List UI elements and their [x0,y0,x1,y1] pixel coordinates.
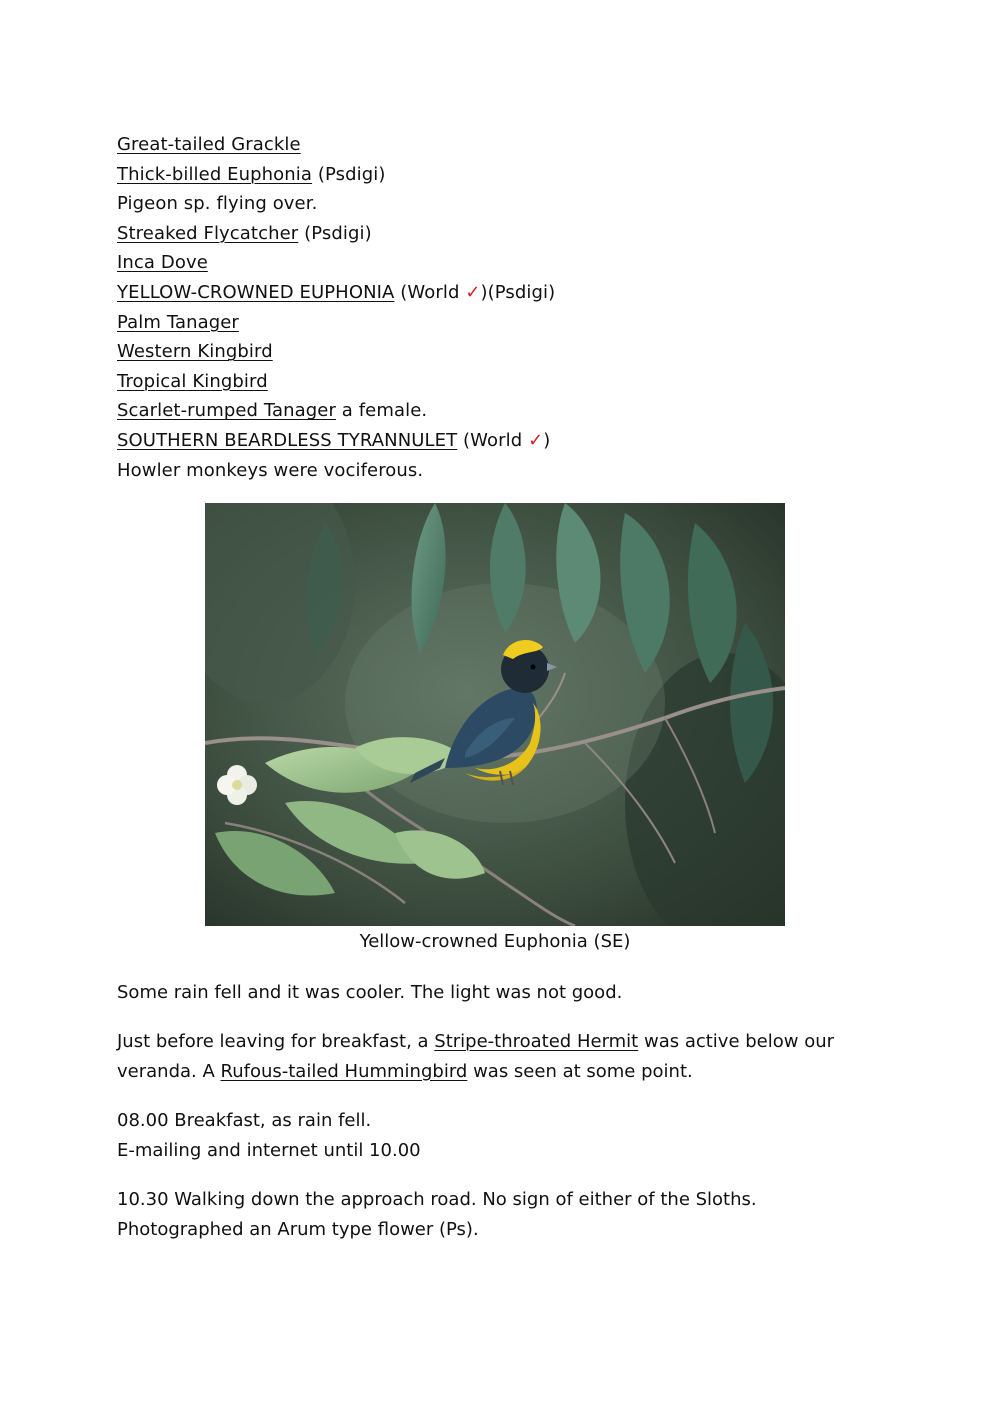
species-name: Inca Dove [117,252,208,274]
paragraph-weather [117,978,887,1008]
paragraph-line [117,1057,887,1087]
species-note: Howler monkeys were vociferous. [117,459,424,481]
species-name: Palm Tanager [117,311,239,333]
species-name: Scarlet-rumped Tanager [117,400,336,422]
paragraph-text: Some rain fell and it was cooler. The light was not good. [117,982,623,1003]
bird-photo [205,503,785,926]
text-span: was active below our [638,1031,835,1052]
paragraph-line [117,1027,887,1057]
photo-caption: Yellow-crowned Euphonia (SE) [359,931,631,952]
species-name: Rufous-tailed Hummingbird [220,1060,468,1082]
paragraph-hermit [117,1027,887,1086]
paragraph-line: Photographed an Arum type flower (Ps). [117,1218,479,1240]
species-name: Tropical Kingbird [117,370,268,392]
species-line [117,130,897,160]
species-line [117,308,897,338]
note-line [117,189,897,219]
species-note: (Psdigi) [312,163,386,185]
species-line [117,367,897,397]
species-note: ) [543,429,551,451]
species-note: (World [394,281,466,303]
species-line [117,426,897,456]
species-name: Streaked Flycatcher [117,222,299,244]
paragraph-walk [117,1185,887,1244]
species-note: (World [457,429,529,451]
text-span: veranda. A [117,1060,221,1082]
paragraph-line: 08.00 Breakfast, as rain fell. [117,1110,372,1131]
species-line [117,396,897,426]
species-line [117,278,897,308]
species-name: YELLOW-CROWNED EUPHONIA [117,281,395,303]
species-line [117,160,897,190]
species-name: Western Kingbird [117,341,273,363]
species-name: Thick-billed Euphonia [117,163,313,185]
species-line [117,337,897,367]
check-icon: ✓ [465,281,481,303]
species-note: )(Psdigi) [480,281,556,303]
species-note: (Psdigi) [298,222,372,244]
check-icon: ✓ [528,429,544,451]
paragraph-line: E-mailing and internet until 10.00 [117,1139,421,1161]
paragraph-breakfast [117,1106,887,1165]
species-line [117,219,897,249]
species-name: Stripe-throated Hermit [434,1031,639,1052]
text-span: Just before leaving for breakfast, a [117,1031,435,1052]
species-note: a female. [335,400,428,422]
species-name: SOUTHERN BEARDLESS TYRANNULET [117,429,458,451]
note-line [117,456,897,486]
text-span: was seen at some point. [467,1060,693,1082]
species-list [117,130,897,485]
species-line [117,248,897,278]
species-name: Great-tailed Grackle [117,134,301,155]
paragraph-line: 10.30 Walking down the approach road. No sign of either of the Sloths. [117,1189,757,1210]
species-note: Pigeon sp. flying over. [117,193,318,215]
